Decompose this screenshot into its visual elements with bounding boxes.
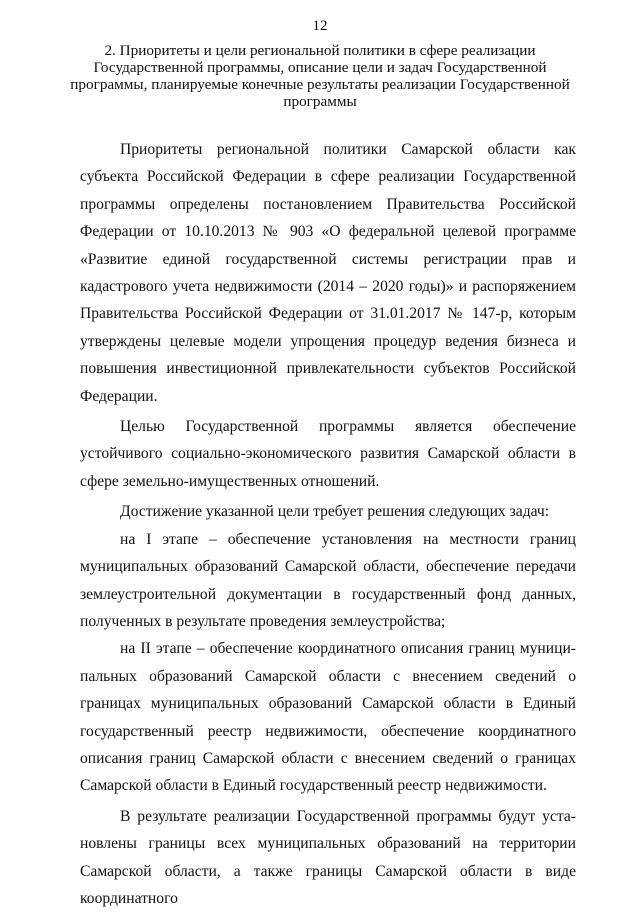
paragraph-results: В результате реализации Государственной программы будут установлены границы всех муниципальных образований на территории Самарской области, а также границы Самарской области в виде координатного: [80, 807, 576, 907]
paragraph-tasks-intro: Достижение указанной цели требует решения следующих задач:: [120, 503, 550, 521]
page-number: 12: [312, 18, 328, 34]
document-body: [80, 136, 576, 912]
paragraph-stage-2: на II этапе – обеспечение координатного описания границ муниципальных образований Самарской области с внесением сведений о границах муниципальных образований Самарской области в Единый государственный реестр недвижимости, обеспечение координатного описания границ Самарской области с внесением сведений о границах Самарской области в Единый государственный реестр недвижимости.: [80, 640, 576, 795]
section-heading: 2. Приоритеты и цели региональной политики в сфере реализации Государственной программы, описание цели и задач Государственной программы, планируемые конечные результаты реализации Государственной программы: [70, 42, 570, 110]
paragraph-priorities: Приоритеты региональной политики Самарской области как субъекта Российской Федерации в сфере реализации Государственной программы определены постановлением Правительства Российской Федерации от 10.10.2013 № 903 «О федеральной целевой программе «Развитие единой государственной системы регистрации прав и кадастрового учета недвижимости (2014 – 2020 годы)» и распоряжением Правительства Российской Федерации от 31.01.2017 № 147-р, которым утверждены целевые модели упрощения процедур ведения бизнеса и повышения инвестиционной привлекательности субъектов Российской Федерации.: [80, 141, 576, 405]
paragraph-stage-1: на I этапе – обеспечение установления на местности границ муниципальных образований Самарской области, обеспечение передачи землеустроительной документации в государственный фонд данных, полученных в результате проведения землеустройства;: [80, 530, 576, 630]
paragraph-goal: Целью Государственной программы является обеспечение устойчивого социально-экономического развития Самарской области в сфере земельно-имущественных отношений.: [80, 418, 576, 490]
